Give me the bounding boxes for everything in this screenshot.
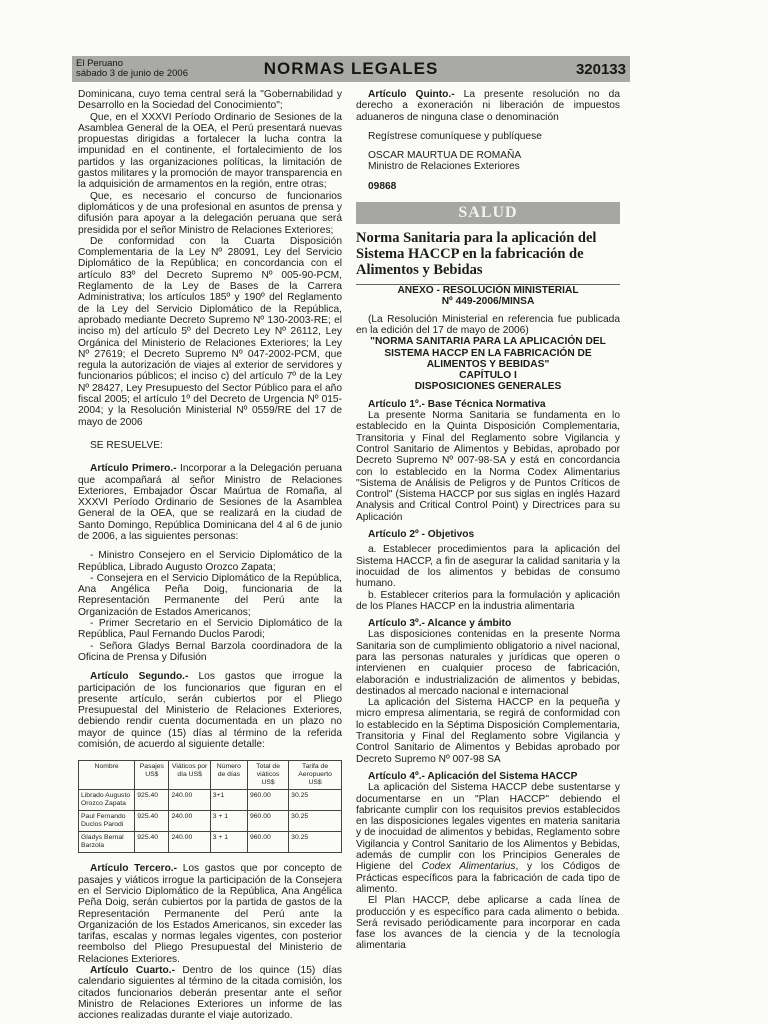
section-banner-label: SALUD (458, 204, 518, 222)
table-row (79, 832, 342, 853)
list-item: - Señora Gladys Bernal Barzola coordinadora de la Oficina de Prensa y Difusión (78, 640, 342, 663)
article-text: La presente resolución no da derecho a exoneración ni liberación de impuestos aduaneros de ninguna clase o denominación (356, 89, 620, 123)
resuelve-heading: SE RESUELVE: (90, 439, 163, 451)
article-text: Los gastos que por concepto de pasajes y viáticos irrogue la participación de la Consejera en el Servicio Diplomático de la República, Ana Angélica Peña Doig, serán cubiertos por la partida de gastos de la Representación Permanente del Perú ante la Organización de los Estados Americanos, sin exceder las tarifas, escalas y normas legales vigentes, con posterior reembolso del Pliego Presupuestal del Ministerio de Relaciones Exteriores. (78, 863, 342, 965)
table-cell: 925.40 (135, 811, 169, 832)
signer-name: OSCAR MAURTUA DE ROMAÑA (368, 150, 522, 162)
article-heading: Artículo Segundo.- (90, 671, 189, 683)
table-cell: 960.00 (247, 811, 288, 832)
list-item: - Primer Secretario en el Servicio Diplomático de la República, Paul Fernando Duclos Parodi; (78, 618, 342, 641)
table-row (79, 811, 342, 832)
paragraph: Las disposiciones contenidas en la presente Norma Sanitaria son de cumplimiento obligatorio a nivel nacional, para las personas naturales y jurídicas que operen o intervienen en cualquier proceso de fabricación, elaboración e industrialización de alimentos y bebidas, destinados al mercado nacional e internacional (356, 629, 620, 697)
article-text: Incorporar a la Delegación peruana que acompañará al señor Ministro de Relaciones Exteriores, Embajador Óscar Maúrtua de Romaña, al XXXVI Período Ordinario de Sesiones de la Asamblea General de la OEA, que se realizará en la ciudad de Santo Domingo, República Dominicana del 4 al 6 de junio de 2006, a las siguientes personas: (78, 463, 342, 542)
column-header: Tarifa de Aeropuerto US$ (289, 761, 342, 790)
page-number: 320133 (575, 61, 626, 78)
article-heading: Artículo 1º.- Base Técnica Normativa (368, 398, 546, 410)
article-5 (356, 89, 620, 123)
paragraph: La aplicación del Sistema HACCP en la pequeña y micro empresa alimentaria, se regirá de conformidad con lo establecido en la Séptima Disposición Complementaria, Transitoria y Final del Reglamento sobre Vigilancia y Control Sanitario de Alimentos y Bebidas aprobado por Decreto Supremo Nº 007-98 SA (356, 697, 620, 765)
table-cell: 925.40 (135, 832, 169, 853)
table-cell: 30.25 (289, 811, 342, 832)
anexo-number: Nº 449-2006/MINSA (441, 296, 535, 308)
issue-date: sábado 3 de junio de 2006 (76, 68, 188, 79)
table-cell: Paul Fernando Duclos Parodi (79, 811, 135, 832)
document-code: 09868 (368, 180, 397, 192)
list-item: - Consejera en el Servicio Diplomático de la República, Ana Angélica Peña Doig, funcionaria de la Representación Permanente del Perú ante la Organización de Estados Americanos; (78, 572, 342, 618)
table-cell: 240.00 (169, 790, 210, 811)
article-heading: Artículo Cuarto.- (90, 965, 175, 976)
page-header (72, 56, 630, 82)
table-cell: 240.00 (169, 811, 210, 832)
table-row (79, 790, 342, 811)
table-cell: 3 + 1 (210, 832, 247, 853)
section-banner-salud (356, 202, 620, 224)
table-cell: 3 + 1 (210, 811, 247, 832)
table-cell: 3+1 (210, 790, 247, 811)
article-3 (78, 863, 342, 965)
article-text: Dentro de los quince (15) días calendario siguientes al término de la citada comisión, los citados funcionarios deberán presentar ante el señor Ministro de Relaciones Exteriores un informe de las acciones realizadas durante el viaje autorizado. (78, 965, 342, 1022)
section-title: NORMAS LEGALES (263, 59, 439, 78)
article-text: Los gastos que irrogue la participación de los funcionarios que figuran en el presente artículo, serán cubiertos por el Pliego Presupuestal del Ministerio de Relaciones Exteriores, debiendo rendir cuenta documentada en un plazo no mayor de quince (15) días al término de la referida comisión, de acuerdo al siguiente detalle: (78, 671, 342, 751)
table-cell: 960.00 (247, 832, 288, 853)
table-cell: Librado Augusto Orozco Zapata (79, 790, 135, 811)
norma-quote-title: "NORMA SANITARIA PARA LA APLICACIÓN DEL SISTEMA HACCP EN LA FABRICACIÓN DE ALIMENTOS Y BEBIDAS" (370, 336, 606, 370)
column-header: Total de viáticos US$ (247, 761, 288, 790)
article-4 (78, 965, 342, 1021)
list-item: a. Establecer procedimientos para la aplicación del Sistema HACCP, a fin de asegurar la calidad sanitaria y la inocuidad de los alimentos y bebidas de consumo humano. (356, 544, 620, 590)
column-header: Número de días (210, 761, 247, 790)
article-heading: Artículo Quinto.- (368, 89, 455, 100)
list-item: - Ministro Consejero en el Servicio Diplomático de la República, Librado Augusto Orozco Zapata; (78, 550, 342, 573)
signer-title: Ministro de Relaciones Exteriores (368, 161, 520, 173)
article-heading: Artículo Primero.- (90, 463, 177, 475)
table-cell: 30.25 (289, 790, 342, 811)
norma-title: Norma Sanitaria para la aplicación del Sistema HACCP en la fabricación de Alimentos y Bebidas (356, 230, 597, 279)
registrese-line: Regístrese comuníquese y publíquese (368, 130, 542, 142)
article-2 (78, 671, 342, 750)
paragraph: El Plan HACCP, debe aplicarse a cada línea de producción y es específico para cada alimento o bebida. Será revisado periódicamente para incorporar en cada fase los avances de la ciencia y de la tecnología alimentaria (356, 895, 620, 952)
column-header: Pasajes US$ (135, 761, 169, 790)
list-item: b. Establecer criterios para la formulación y aplicación de los Planes HACCP en la industria alimentaria (356, 589, 620, 612)
table-cell: 925.40 (135, 790, 169, 811)
paragraph: De conformidad con la Cuarta Disposición Complementaria de la Ley Nº 28091, Ley del Servicio Diplomático de la República; en concordancia con el artículo 83º del Decreto Supremo Nº 005-90-PCM, Reglamento de la Ley de Bases de la Carrera Administrativa; los artículos 185º y 190º del Reglamento de la Ley del Servicio Diplomático de la República, aprobado mediante Decreto Supremo Nº 130-2003-RE; el inciso m) del artículo 5º del Decreto Ley Nº 26112, Ley Orgánica del Ministerio de Relaciones Exteriores; la Ley Nº 27619; el Decreto Supremo Nº 047-2002-PCM, que regula la autorización de viajes al exterior de servidores y funcionarios públicos; el inciso c) del artículo 7º de la Ley Nº 28427, Ley Presupuesto del Sector Público para el año fiscal 2005; el artículo 1º del Decreto de Urgencia Nº 015-2004; y la Resolución Ministerial Nº 0559/RE del 17 de mayo de 2006 (78, 235, 342, 428)
text-run: La aplicación del Sistema HACCP debe sustentarse y documentarse en un "Plan HACCP" debiendo el fabricante cumplir con los requisitos previos establecidos en las disposiciones legales vigentes en materia sanitaria y de inocuidad de alimentos y bebidas, Reglamento sobre Vigilancia y Control Sanitario de los Alimentos y Bebidas, además de cumplir con los Principios Generales de Higiene del (356, 782, 620, 873)
paragraph: Que, en el XXXVI Período Ordinario de Sesiones de la Asamblea General de la OEA, el Perú presentará nuevas propuestas dirigidas a fortalecer la lucha contra la impunidad en el continente, el fortalecimiento de los partidos y las organizaciones políticas, la limitación de gastos militares y la promoción de mayor transparencia en la adquisición de armamentos en la región, entre otras; (78, 111, 342, 191)
article-1 (78, 463, 342, 542)
table-cell: Gladys Bernal Barzola (79, 832, 135, 853)
left-column (78, 89, 342, 1021)
article-heading: Artículo Tercero.- (90, 863, 178, 875)
article-heading: Artículo 3º.- Alcance y ámbito (368, 618, 512, 630)
paragraph: Que, es necesario el concurso de funcionarios diplomáticos y de una profesional en asuntos de prensa y difusión para apoyar a la delegación peruana que será presidida por el señor Ministro de Relaciones Exteriores; (78, 190, 342, 236)
article-heading: Artículo 2º - Objetivos (368, 529, 475, 541)
paragraph (356, 782, 620, 895)
chapter-subheading: DISPOSICIONES GENERALES (414, 381, 562, 393)
expense-table (78, 760, 342, 853)
column-header: Nombre (79, 761, 135, 790)
column-header: Viáticos por día US$ (169, 761, 210, 790)
text-run: , y los Códigos de Prácticas específicos para la fabricación de cada tipo de alimento. (356, 861, 621, 895)
table-header-row (79, 761, 342, 790)
table-cell: 240.00 (169, 832, 210, 853)
newspaper-name: El Peruano (76, 58, 124, 69)
anexo-heading: ANEXO - RESOLUCIÓN MINISTERIAL (397, 285, 579, 297)
chapter-heading: CAPÍTULO I (459, 370, 517, 382)
codex-term: Codex Alimentarius (421, 861, 516, 873)
table-cell: 960.00 (247, 790, 288, 811)
table-cell: 30.25 (289, 832, 342, 853)
paragraph: Dominicana, cuyo tema central será la "Gobernabilidad y Desarrollo en la Sociedad del Conocimiento"; (78, 89, 342, 112)
right-column (356, 89, 620, 952)
paragraph: La presente Norma Sanitaria se fundamenta en lo establecido en la Quinta Disposición Complementaria, Transitoria y Final del Reglamento sobre Vigilancia y Control Sanitario de Alimentos y Bebidas, aprobado por Decreto Supremo Nº 007-98-SA y está en concordancia con lo establecido en la Norma Codex Alimentarius "Sistema de Análisis de Peligros y de Puntos Críticos de Control" (Sistema HACCP por sus siglas en inglés Hazard Analysis and Critical Control Point) y Directrices para su Aplicación (356, 410, 620, 523)
article-heading: Artículo 4º.- Aplicación del Sistema HACCP (368, 770, 578, 782)
publication-note: (La Resolución Ministerial en referencia fue publicada en la edición del 17 de mayo de 2006) (356, 313, 620, 336)
